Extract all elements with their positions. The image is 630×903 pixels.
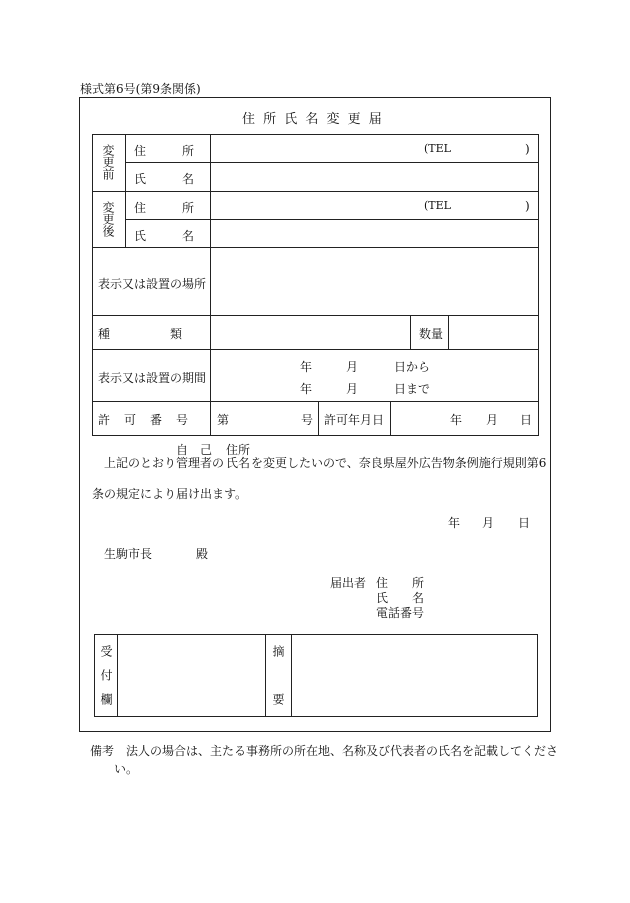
applicant-address-label: 住 所 bbox=[376, 576, 425, 590]
body-line2: 条の規定により届け出ます。 bbox=[92, 487, 248, 501]
after-address-field[interactable] bbox=[212, 193, 417, 217]
reception-label: 受付欄 bbox=[99, 645, 113, 717]
period-from-month: 月 bbox=[346, 360, 359, 374]
applicant-name-label: 氏 名 bbox=[376, 591, 425, 605]
after-address-label: 住 所 bbox=[134, 201, 195, 215]
permit-date-month: 月 bbox=[486, 413, 499, 427]
date-month: 月 bbox=[482, 516, 495, 530]
applicant-label: 届出者 bbox=[330, 576, 367, 590]
period-to-month: 月 bbox=[346, 382, 359, 396]
subject-choice-1 bbox=[176, 444, 212, 470]
reception-field[interactable] bbox=[119, 636, 263, 714]
kind-label: 種 類 bbox=[98, 327, 183, 341]
subject-address: 住所 bbox=[226, 443, 251, 457]
permit-date-year: 年 bbox=[450, 413, 463, 427]
body-pre: 上記のとおり bbox=[104, 456, 177, 470]
permit-number-label: 許 可 番 号 bbox=[98, 413, 190, 427]
after-tel-close: ) bbox=[525, 199, 530, 213]
period-label: 表示又は設置の期間 bbox=[98, 371, 207, 385]
after-name-field[interactable] bbox=[212, 221, 536, 245]
period-to-day: 日まで bbox=[394, 382, 431, 396]
after-name-label: 氏 名 bbox=[134, 229, 195, 243]
note-line2: い。 bbox=[114, 762, 139, 776]
applicant-phone-label: 電話番号 bbox=[376, 606, 425, 620]
body-post: を変更したいので、奈良県屋外広告物条例施行規則第6 bbox=[251, 456, 547, 470]
after-change-label: 変更後 bbox=[101, 201, 115, 237]
before-tel-close: ) bbox=[525, 142, 530, 156]
before-name-label: 氏 名 bbox=[134, 172, 195, 186]
before-address-field[interactable] bbox=[212, 136, 417, 160]
place-label: 表示又は設置の場所 bbox=[98, 277, 207, 291]
subject-name: 氏名 bbox=[226, 456, 251, 470]
place-field[interactable] bbox=[212, 249, 536, 313]
before-name-field[interactable] bbox=[212, 164, 536, 189]
quantity-label: 数量 bbox=[419, 327, 444, 341]
permit-dai: 第 bbox=[217, 413, 230, 427]
quantity-field[interactable] bbox=[450, 317, 536, 347]
summary-label: 摘要 bbox=[271, 645, 285, 741]
subject-choice-2 bbox=[226, 444, 250, 470]
before-address-label: 住 所 bbox=[134, 144, 195, 158]
before-change-label: 変更前 bbox=[101, 144, 115, 180]
kind-field[interactable] bbox=[212, 317, 408, 347]
date-day: 日 bbox=[518, 516, 531, 530]
period-from-year: 年 bbox=[300, 360, 313, 374]
subject-manager: 管理者 bbox=[176, 456, 213, 470]
before-tel-label: (TEL bbox=[424, 142, 451, 155]
permit-go: 号 bbox=[301, 413, 314, 427]
period-to-year: 年 bbox=[300, 382, 313, 396]
note-line1: 法人の場合は、主たる事務所の所在地、名称及び代表者の氏名を記載してくださ bbox=[126, 744, 559, 758]
addressee: 生駒市長 bbox=[104, 547, 153, 561]
after-tel-label: (TEL bbox=[424, 199, 451, 212]
subject-self: 自 己 bbox=[176, 443, 213, 457]
body-no: の bbox=[212, 456, 225, 470]
note-label: 備考 bbox=[90, 744, 115, 758]
form-title: 住 所 氏 名 変 更 届 bbox=[242, 112, 384, 127]
form-number-label: 様式第6号(第9条関係) bbox=[80, 82, 201, 96]
permit-date-day: 日 bbox=[520, 413, 533, 427]
date-year: 年 bbox=[448, 516, 461, 530]
permit-number-field[interactable] bbox=[232, 403, 298, 433]
addressee-dono: 殿 bbox=[196, 547, 209, 561]
period-from-day: 日から bbox=[394, 360, 431, 374]
summary-field[interactable] bbox=[293, 636, 535, 714]
permit-date-label: 許可年月日 bbox=[324, 413, 385, 427]
